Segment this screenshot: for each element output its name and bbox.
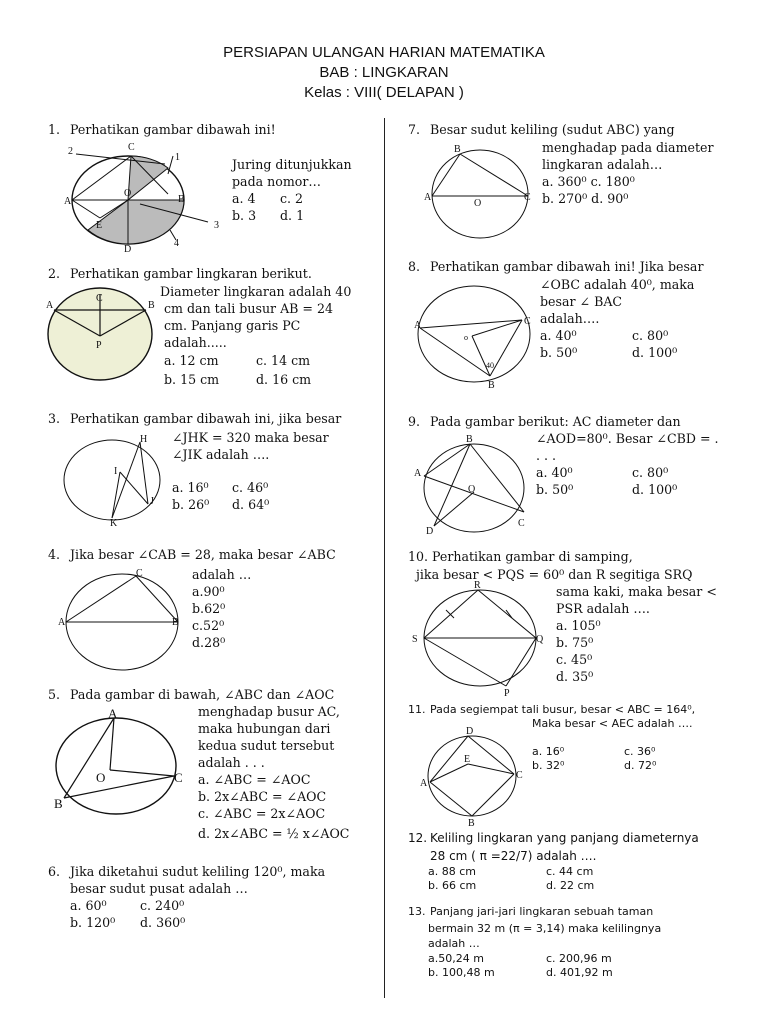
q12-number: 12. (408, 831, 428, 845)
q4-number: 4. (48, 547, 61, 562)
q10-option-d: d. 35⁰ (556, 669, 594, 684)
q2-option-a: a. 12 cm (164, 353, 219, 368)
q1-label-o: O (124, 188, 132, 199)
q5-text: Pada gambar di bawah, ∠ABC dan ∠AOC (70, 687, 335, 702)
q8-number: 8. (408, 259, 421, 274)
q1-side-line1: Juring ditunjukkan (232, 157, 352, 172)
q1-option-b: b. 3 (232, 208, 257, 223)
page-title: PERSIAPAN ULANGAN HARIAN MATEMATIKA (223, 44, 545, 61)
q6-option-d: d. 360⁰ (140, 915, 186, 930)
q13-option-d: d. 401,92 m (546, 966, 613, 979)
q3-option-a: a. 16⁰ (172, 480, 209, 495)
q4-line1: adalah … (192, 567, 252, 582)
q1-figure (60, 142, 230, 255)
q3-figure (60, 432, 170, 527)
q6-option-b: b. 120⁰ (70, 915, 116, 930)
q12-line1: 28 cm ( π =22/7) adalah …. (430, 849, 597, 863)
q2-text: Perhatikan gambar lingkaran berikut. (70, 266, 312, 281)
q2-line3: cm. Panjang garis PC (164, 318, 301, 333)
q13-line2: adalah … (428, 937, 480, 950)
q1-option-c: c. 2 (280, 191, 304, 206)
q5-option-d: d. 2x∠ABC = ½ x∠AOC (198, 826, 350, 841)
q5-line1: menghadap busur AC, (198, 704, 340, 719)
q3-line1: ∠JHK = 320 maka besar (172, 430, 329, 445)
q12-option-a: a. 88 cm (428, 865, 476, 878)
q11-label-b: B (468, 818, 475, 829)
q9-option-d: d. 100⁰ (632, 482, 678, 497)
q1-label-3: 3 (214, 220, 219, 231)
q7-text: Besar sudut keliling (sudut ABC) yang (430, 122, 675, 137)
q9-line2: . . . (536, 448, 557, 463)
q10-label-r: R (474, 580, 481, 591)
q1-label-2: 2 (68, 146, 73, 157)
q5-line3: kedua sudut tersebut (198, 738, 335, 753)
q4-label-b: B (172, 617, 179, 628)
q8-option-b: b. 50⁰ (540, 345, 578, 360)
q2-figure (44, 286, 164, 386)
column-divider (384, 118, 385, 998)
q10-option-c: c. 45⁰ (556, 652, 593, 667)
q11-label-e: E (464, 754, 471, 765)
q9-line1: ∠AOD=80⁰. Besar ∠CBD = . (536, 431, 719, 446)
q4-option-b: b.62⁰ (192, 601, 226, 616)
q1-label-b: B (178, 194, 185, 205)
q7-label-c: C (524, 192, 531, 203)
q8-line1: ∠OBC adalah 40⁰, maka (540, 277, 695, 292)
q6-text: Jika diketahui sudut keliling 120⁰, maka (70, 864, 326, 879)
q11-figure (420, 726, 532, 829)
q13-number: 13. (408, 905, 426, 918)
q10-option-b: b. 75⁰ (556, 635, 594, 650)
q3-label-j: J (150, 496, 154, 507)
q9-number: 9. (408, 414, 421, 429)
q9-option-a: a. 40⁰ (536, 465, 573, 480)
q8-line3: adalah…. (540, 311, 600, 326)
q7-number: 7. (408, 122, 421, 137)
q5-label-a: A (108, 706, 118, 721)
q3-label-k: K (110, 518, 118, 529)
q5-option-c: c. ∠ABC = 2x∠AOC (198, 806, 326, 821)
q7-figure (424, 144, 544, 244)
q7-label-a: A (424, 192, 432, 203)
q7-label-o: O (474, 198, 482, 209)
q6-number: 6. (48, 864, 61, 879)
q8-text: Perhatikan gambar dibawah ini! Jika besar (430, 259, 704, 274)
q8-option-a: a. 40⁰ (540, 328, 577, 343)
q1-text: Perhatikan gambar dibawah ini! (70, 122, 276, 137)
q7-label-b: B (454, 144, 461, 155)
q9-figure (412, 436, 542, 536)
q4-label-a: A (58, 617, 66, 628)
q9-label-d: D (426, 526, 434, 537)
q1-option-d: d. 1 (280, 208, 305, 223)
q8-option-d: d. 100⁰ (632, 345, 678, 360)
q9-label-a: A (414, 468, 422, 479)
q11-label-c: C (516, 770, 523, 781)
q9-label-b: B (466, 434, 473, 445)
q3-option-d: d. 64⁰ (232, 497, 270, 512)
q9-option-b: b. 50⁰ (536, 482, 574, 497)
q7-options-bd: b. 270⁰ d. 90⁰ (542, 191, 629, 206)
q1-number: 1. (48, 122, 61, 137)
q5-option-a: a. ∠ABC = ∠AOC (198, 772, 311, 787)
chapter-title: BAB : LINGKARAN (319, 64, 449, 81)
q11-line1: Maka besar < AEC adalah …. (532, 717, 693, 730)
q1-side-line2: pada nomor… (232, 174, 321, 189)
q4-option-a: a.90⁰ (192, 584, 225, 599)
q2-label-b: B (148, 300, 155, 311)
q9-text: Pada gambar berikut: AC diameter dan (430, 414, 681, 429)
q4-figure (58, 568, 192, 678)
q8-label-c: C (524, 316, 531, 327)
q1-label-4: 4 (174, 238, 179, 249)
q3-text: Perhatikan gambar dibawah ini, jika besar (70, 411, 342, 426)
q2-number: 2. (48, 266, 61, 281)
q2-label-c: C (96, 293, 103, 304)
q5-label-c: C (174, 770, 183, 785)
q10-line1: jika besar < PQS = 60⁰ dan R segitiga SRQ (416, 567, 693, 582)
q11-option-b: b. 32⁰ (532, 759, 565, 772)
q6-option-c: c. 240⁰ (140, 898, 185, 913)
q5-figure (50, 706, 200, 818)
q8-line2: besar ∠ BAC (540, 294, 623, 309)
q10-figure (412, 580, 548, 699)
q3-line2: ∠JIK adalah …. (172, 447, 270, 462)
q7-line2: lingkaran adalah… (542, 157, 663, 172)
q8-option-c: c. 80⁰ (632, 328, 669, 343)
q7-options-ac: a. 360⁰ c. 180⁰ (542, 174, 635, 189)
q1-label-a: A (64, 196, 72, 207)
q4-option-c: c.52⁰ (192, 618, 225, 633)
q11-option-a: a. 16⁰ (532, 745, 565, 758)
q13-line1: bermain 32 m (π = 3,14) maka kelilingnya (428, 922, 662, 935)
q12-option-d: d. 22 cm (546, 879, 595, 892)
q1-option-a: a. 4 (232, 191, 256, 206)
q6-line1: besar sudut pusat adalah … (70, 881, 248, 896)
q8-figure (412, 280, 542, 392)
q4-option-d: d.28⁰ (192, 635, 226, 650)
q11-option-d: d. 72⁰ (624, 759, 657, 772)
q10-label-q: Q (536, 634, 544, 645)
q12-option-c: c. 44 cm (546, 865, 594, 878)
q2-option-b: b. 15 cm (164, 372, 220, 387)
q10-number: 10. (408, 549, 429, 564)
q2-option-d: d. 16 cm (256, 372, 312, 387)
q8-label-a: A (414, 320, 422, 331)
q3-label-i: I (114, 466, 118, 477)
q2-line4: adalah..... (164, 335, 227, 350)
q3-number: 3. (48, 411, 61, 426)
q13-option-a: a.50,24 m (428, 952, 484, 965)
q13-text: Panjang jari-jari lingkaran sebuah taman (430, 905, 654, 918)
q10-label-p: P (504, 688, 510, 699)
q3-option-c: c. 46⁰ (232, 480, 269, 495)
q1-label-d: D (124, 244, 132, 255)
q11-option-c: c. 36⁰ (624, 745, 656, 758)
q7-line1: menghadap pada diameter (542, 140, 714, 155)
q8-angle-label: 40 (486, 361, 494, 370)
q6-option-a: a. 60⁰ (70, 898, 107, 913)
q1-label-1: 1 (175, 152, 180, 163)
q4-text: Jika besar ∠CAB = 28, maka besar ∠ABC (70, 547, 336, 562)
q9-label-c: C (518, 518, 525, 529)
q12-option-b: b. 66 cm (428, 879, 477, 892)
q13-option-c: c. 200,96 m (546, 952, 612, 965)
q5-label-o: O (96, 770, 106, 785)
q12-text: Keliling lingkaran yang panjang diameternya (430, 831, 699, 845)
q2-label-p: P (96, 340, 102, 351)
q1-label-c: C (128, 142, 135, 153)
q11-text: Pada segiempat tali busur, besar < ABC = 164⁰, (430, 703, 696, 716)
class-title: Kelas : VIII( DELAPAN ) (304, 84, 464, 101)
q11-label-a: A (420, 778, 428, 789)
q11-number: 11. (408, 703, 426, 716)
q10-line2: sama kaki, maka besar < (556, 584, 717, 599)
q9-label-o: O (468, 484, 476, 495)
q2-label-a: A (46, 300, 54, 311)
q2-line2: cm dan tali busur AB = 24 (164, 301, 334, 316)
q2-line1: Diameter lingkaran adalah 40 (160, 284, 352, 299)
q5-label-b: B (54, 796, 63, 811)
q10-option-a: a. 105⁰ (556, 618, 601, 633)
q11-label-d: D (466, 726, 474, 737)
q5-option-b: b. 2x∠ABC = ∠AOC (198, 789, 327, 804)
q8-label-o: o (464, 333, 468, 342)
q10-text: Perhatikan gambar di samping, (432, 549, 633, 564)
q5-line2: maka hubungan dari (198, 721, 331, 736)
q9-option-c: c. 80⁰ (632, 465, 669, 480)
q13-option-b: b. 100,48 m (428, 966, 495, 979)
q3-option-b: b. 26⁰ (172, 497, 210, 512)
q5-line4: adalah . . . (198, 755, 265, 770)
q10-label-s: S (412, 634, 418, 645)
q1-label-e: E (96, 220, 103, 231)
q5-number: 5. (48, 687, 61, 702)
q3-label-h: H (140, 434, 148, 445)
q4-label-c: C (136, 568, 143, 579)
q8-label-b: B (488, 380, 495, 391)
q10-line3: PSR adalah …. (556, 601, 650, 616)
q2-option-c: c. 14 cm (256, 353, 311, 368)
